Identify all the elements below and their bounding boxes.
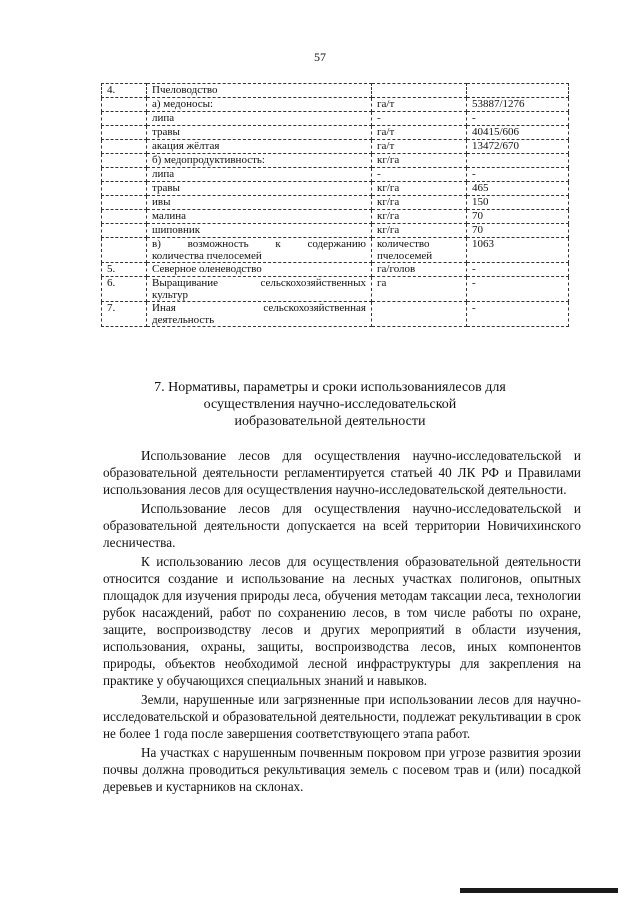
row-value	[467, 154, 569, 168]
table-row	[102, 84, 569, 98]
table-row	[102, 182, 569, 196]
row-name: акация жёлтая	[147, 140, 372, 154]
row-name	[147, 277, 372, 302]
row-unit	[372, 238, 467, 263]
row-number	[102, 126, 147, 140]
table-row	[102, 224, 569, 238]
table-row	[102, 112, 569, 126]
row-unit: -	[372, 112, 467, 126]
row-number	[102, 182, 147, 196]
table-row	[102, 140, 569, 154]
row-value	[467, 84, 569, 98]
row-name-line: культур	[152, 289, 188, 301]
row-number	[102, 168, 147, 182]
row-value: 1063	[467, 238, 569, 263]
table-row	[102, 154, 569, 168]
row-value: -	[467, 263, 569, 277]
row-number	[102, 140, 147, 154]
table-row	[102, 210, 569, 224]
row-name: травы	[147, 126, 372, 140]
row-number	[102, 98, 147, 112]
section-title-line: осуществления научно-исследовательской	[203, 397, 457, 412]
row-unit: кг/га	[372, 196, 467, 210]
table-row	[102, 277, 569, 302]
row-value: -	[467, 277, 569, 302]
paragraph: К использованию лесов для осуществления образовательной деятельности относится создание и использование на лесных участках полигонов, опытных площадок для изучения природы леса, обучения методам таксации леса, технологии рубок насаждений, работ по сохранению лесов, в том числе работы по охране, защите, воспроизводству лесов и других мероприятий в области изучения, использования, охраны, защиты, воспроизводства лесов, иных компонентов природы, объектов необходимой лесной инфраструктуры для закрепления на практике у обучающихся специальных знаний и навыков.	[103, 554, 581, 688]
row-value: 53887/1276	[467, 98, 569, 112]
row-name: травы	[147, 182, 372, 196]
page-number: 57	[314, 50, 326, 64]
section-title-line: иобразовательной деятельности	[234, 414, 426, 429]
table-row	[102, 98, 569, 112]
row-name-line: в) возможность к содержанию	[152, 238, 366, 250]
row-number	[102, 154, 147, 168]
paragraph: Использование лесов для осуществления научно-исследовательской и образовательной деятельности допускается на всей территории Новичихинского лесничества.	[103, 501, 581, 550]
row-number	[102, 112, 147, 126]
row-name: ивы	[147, 196, 372, 210]
row-value: -	[467, 168, 569, 182]
row-value: 13472/670	[467, 140, 569, 154]
row-number: 5.	[102, 263, 147, 277]
row-unit: га/т	[372, 140, 467, 154]
data-table	[101, 83, 569, 327]
row-unit: га/т	[372, 98, 467, 112]
row-value: 70	[467, 224, 569, 238]
table-row	[102, 196, 569, 210]
row-name-line: Выращивание сельскохозяйственных	[152, 277, 366, 289]
row-number	[102, 196, 147, 210]
row-value: 70	[467, 210, 569, 224]
row-value: -	[467, 112, 569, 126]
row-number: 6.	[102, 277, 147, 302]
row-unit	[372, 84, 467, 98]
table-row	[102, 238, 569, 263]
row-name: а) медоносы:	[147, 98, 372, 112]
bottom-rule	[460, 888, 618, 893]
section-title	[140, 379, 520, 430]
row-name: шиповник	[147, 224, 372, 238]
row-name: липа	[147, 112, 372, 126]
row-value: 150	[467, 196, 569, 210]
section-title-line: 7. Нормативы, параметры и сроки использованиялесов для	[154, 380, 506, 395]
row-unit-line: количество	[377, 238, 430, 250]
table-row	[102, 263, 569, 277]
row-value: -	[467, 302, 569, 327]
row-number: 7.	[102, 302, 147, 327]
row-value: 465	[467, 182, 569, 196]
paragraph: Земли, нарушенные или загрязненные при использовании лесов для научно-исследовательской и образовательной деятельности, подлежат рекультивации в срок не более 1 года после завершения соответствующего этапа работ.	[103, 692, 581, 741]
table-row	[102, 168, 569, 182]
row-name-line: деятельность	[152, 314, 215, 326]
row-name: Северное оленеводство	[147, 263, 372, 277]
paragraph: На участках с нарушенным почвенным покровом при угрозе развития эрозии почвы должна проводиться рекультивация земель с посевом трав и (или) посадкой деревьев и кустарников на склонах.	[103, 745, 581, 794]
row-number	[102, 224, 147, 238]
body-text	[103, 447, 581, 797]
row-name: липа	[147, 168, 372, 182]
row-unit-line: пчелосемей	[377, 250, 433, 262]
table-row	[102, 302, 569, 327]
row-unit: кг/га	[372, 210, 467, 224]
row-name	[147, 302, 372, 327]
row-name: б) медопродуктивность:	[147, 154, 372, 168]
row-name	[147, 238, 372, 263]
row-name: Пчеловодство	[147, 84, 372, 98]
row-unit: га	[372, 277, 467, 302]
row-unit: га/т	[372, 126, 467, 140]
row-name-line: количества пчелосемей	[152, 250, 262, 262]
row-unit: -	[372, 168, 467, 182]
row-number: 4.	[102, 84, 147, 98]
row-number	[102, 210, 147, 224]
row-unit: кг/га	[372, 224, 467, 238]
row-name: малина	[147, 210, 372, 224]
paragraph: Использование лесов для осуществления научно-исследовательской и образовательной деятельности регламентируется статьей 40 ЛК РФ и Правилами использования лесов для осуществления научно-исследовательской деятельности.	[103, 448, 581, 497]
row-name-line: Иная сельскохозяйственная	[152, 302, 366, 314]
row-unit: кг/га	[372, 154, 467, 168]
table-row	[102, 126, 569, 140]
row-unit: кг/га	[372, 182, 467, 196]
row-unit: га/голов	[372, 263, 467, 277]
row-value: 40415/606	[467, 126, 569, 140]
row-number	[102, 238, 147, 263]
row-unit	[372, 302, 467, 327]
